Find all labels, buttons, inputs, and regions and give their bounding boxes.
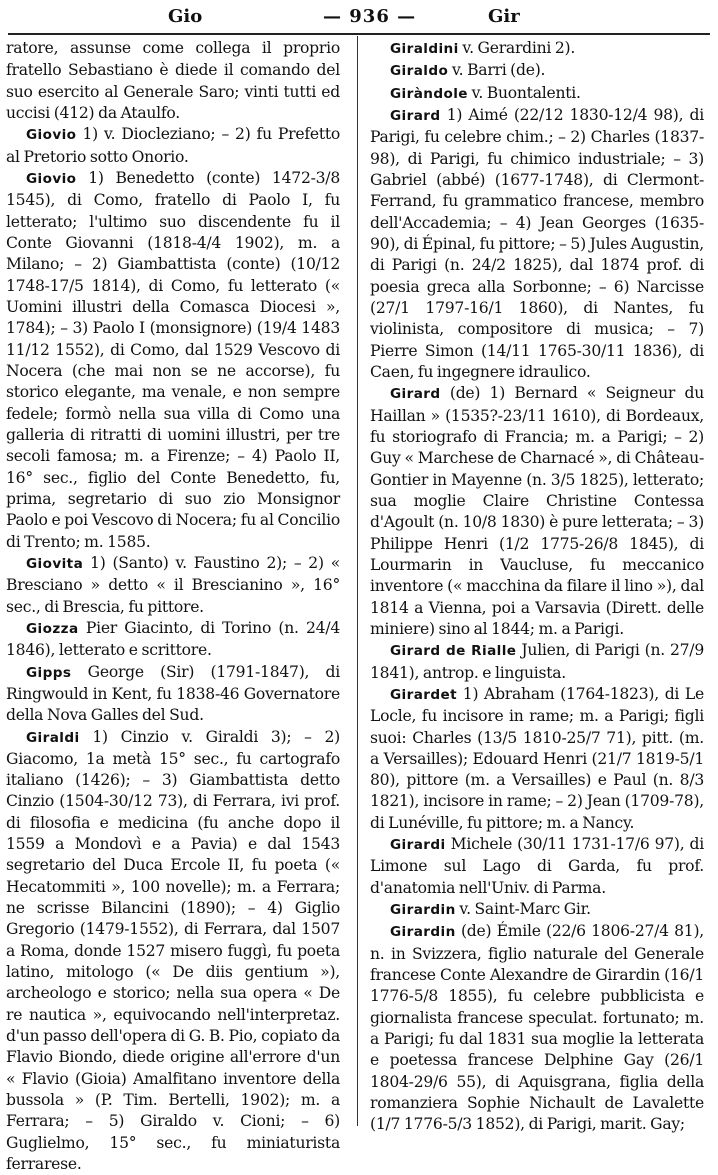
entry	[6, 38, 340, 124]
header-left-guide-word: Gio	[168, 6, 202, 27]
entry-text: 1) (Santo) v. Faustino 2); – 2) « Bresciano » detto « il Brescianino », 16° sec., di Brescia, fu pittore.	[6, 554, 340, 616]
page-header	[0, 4, 718, 34]
right-column	[370, 38, 704, 1136]
entry-headword: Girard	[390, 108, 441, 124]
entry-text: 1) Abraham (1764-1823), di Le Locle, fu incisore in rame; m. a Parigi; figli suoi: Charles (13/5 1810-25/7 71), pitt. (m. a Versailles); Edouard Henri (21/7 1819-5/1 80), pittore (m. a Versailles) e Paul (n. 8/3 1821), incisore in rame; – 2) Jean (1709-78), di Lunéville, fu pittore; m. a Nancy.	[370, 685, 704, 832]
entry-headword: Giraldi	[26, 730, 80, 746]
entry-text: Michele (30/11 1731-17/6 97), di Limone sul Lago di Garda, fu prof. d'anatomia nell'Univ. di Parma.	[370, 835, 704, 897]
entry-headword: Girardi	[390, 837, 446, 853]
entry	[370, 684, 704, 834]
entry	[370, 38, 704, 60]
entry	[6, 662, 340, 727]
entry-text: 1) Aimé (22/12 1830-12/4 98), di Parigi, fu celebre chim.; – 2) Charles (1837-98), di Parigi, fu chimico industriale; – 3) Gabriel (abbé) (1677-1748), di Clermont-Ferrand, fu grammatico francese, membro dell'Accademia; – 4) Jean Georges (1635-90), di Épinal, fu pittore; – 5) Jules Augustin, di Parigi (n. 24/2 1825), dal 1874 prof. di poesia greca alla Sorbonne; – 6) Narcisse (27/1 1797-16/1 1860), di Nantes, fu violinista, compositore di musica; – 7) Pierre Simon (14/11 1765-30/11 1836), di Caen, fu ingegnere idraulico.	[370, 106, 704, 381]
entry-headword: Girardin	[390, 902, 456, 918]
left-column	[6, 38, 340, 1175]
entry-text: (de) Émile (22/6 1806-27/4 81), n. in Svizzera, figlio naturale del Generale francese Conte Alexandre de Girardin (16/1 1776-5/8 1855), fu celebre pubblicista e giornalista francese speculat. fortunato; m. a Parigi; fu dal 1831 sua moglie la letterata e poetessa francese Delphine Gay (26/1 1804-29/6 55), di Aquisgrana, figlia della romanziera Sophie Nichault de Lavalette (1/7 1776-5/3 1852), di Parigi, marit. Gay;	[370, 922, 704, 1133]
entry-headword: Girard de Rialle	[390, 643, 516, 659]
entry-headword: Giraldini	[390, 41, 459, 57]
entry	[370, 921, 704, 1135]
entry-headword: Giovita	[26, 556, 83, 572]
entry-headword: Gipps	[26, 665, 71, 681]
entry	[370, 383, 704, 640]
column-divider	[357, 36, 358, 1126]
entry	[6, 168, 340, 553]
header-right-guide-word: Gir	[488, 6, 520, 27]
entry-text: 1) v. Diocleziano; – 2) fu Prefetto al Pretorio sotto Onorio.	[6, 125, 340, 165]
entry-headword: Girardin	[390, 924, 456, 940]
entry-headword: Giovio	[26, 127, 76, 143]
entry-text: Pier Giacinto, di Torino (n. 24/4 1846), letterato e scrittore.	[6, 619, 340, 659]
entry	[6, 618, 340, 662]
entry-text: George (Sir) (1791-1847), di Ringwould in Kent, fu 1838-46 Governatore della Nova Galles del Sud.	[6, 663, 340, 725]
entry-text: v. Buontalenti.	[468, 84, 581, 102]
entry	[370, 105, 704, 383]
entry-text: v. Saint-Marc Gir.	[456, 900, 591, 918]
entry-text: ratore, assunse come collega il proprio fratello Sebastiano è diede il comando del suo esercito al Generale Saro; vinti tutti ed uccisi (412) da Ataulfo.	[6, 39, 340, 122]
entry	[370, 640, 704, 684]
entry-headword: Giovio	[26, 171, 76, 187]
entry	[370, 83, 704, 105]
entry	[370, 899, 704, 921]
entry-headword: Giraldo	[390, 63, 448, 79]
entry-headword: Giràndole	[390, 86, 468, 102]
entry-headword: Girard	[390, 386, 441, 402]
entry	[370, 60, 704, 82]
entry-headword: Girardet	[390, 687, 457, 703]
entry-text: v. Barri (de).	[448, 61, 545, 79]
entry	[6, 727, 340, 1175]
entry	[6, 553, 340, 618]
entry-text: 1) Benedetto (conte) 1472-3/8 1545), di Como, fratello di Paolo I, fu letterato; l'ultimo suo discendente fu il Conte Giovanni (1818-4/4 1902), m. a Milano; – 2) Giambattista (conte) (10/12 1748-17/5 1814), di Como, fu letterato (« Uomini illustri della Comasca Diocesi », 1784); – 3) Paolo I (monsignore) (19/4 1483 11/12 1552), di Como, dal 1529 Vescovo di Nocera (che mai non se ne accorse), fu storico elegante, ma venale, e non sempre fedele; formò nella sua villa di Como una galleria di ritratti di uomini illustri, per tre secoli famosa; m. a Firenze; – 4) Paolo II, 16° sec., figlio del Conte Benedetto, fu, prima, segretario di suo zio Monsignor Paolo e poi Vescovo di Nocera; fu al Concilio di Trento; m. 1585.	[6, 169, 340, 551]
entry-text: Julien, di Parigi (n. 27/9 1841), antrop. e linguista.	[370, 641, 704, 681]
entry	[370, 834, 704, 899]
page-number: — 936 —	[323, 6, 416, 27]
header-rule	[8, 33, 710, 35]
entry-text: 1) Cinzio v. Giraldi 3); – 2) Giacomo, 1a metà 15° sec., fu cartografo italiano (1426); – 3) Giambattista detto Cinzio (1504-30/12 73), di Ferrara, ivi prof. di filosofia e medicina (fu anche dopo il 1559 a Mondovì e a Pavia) e dal 1543 segretario del Duca Ercole II, fu poeta (« Hecatommiti », 100 novelle); m. a Ferrara; ne scrisse Bilancini (1890); – 4) Giglio Gregorio (1479-1552), di Ferrara, dal 1507 a Roma, donde 1527 misero fuggì, fu poeta latino, mitologo (« De diis gentium »), archeologo e storico; nella sua opera « De re nautica », equivocando nell'interpretaz. d'un passo dell'opera di G. B. Pio, copiato da Flavio Biondo, diede origine all'errore d'un « Flavio (Gioia) Amalfitano inventore della bussola » (P. Tim. Bertelli, 1902); m. a Ferrara; – 5) Giraldo v. Cioni; – 6) Guglielmo, 15° sec., fu miniaturista ferrarese.	[6, 728, 340, 1174]
entry-text: (de) 1) Bernard « Seigneur du Haillan » (1535?-23/11 1610), di Bordeaux, fu storiografo di Francia; m. a Parigi; – 2) Guy « Marchese de Charnacé », di Château-Gontier in Mayenne (n. 3/5 1825), letterato; sua moglie Claire Christine Contessa d'Agoult (n. 10/8 1830) è pure letterata; – 3) Philippe Henri (1/2 1775-26/8 1845), di Lourmarin in Vaucluse, fu meccanico inventore (« macchina da filare il lino »), dal 1814 a Vienna, poi a Varsavia (Dirett. delle miniere) sino al 1844; m. a Parigi.	[370, 384, 704, 638]
entry-text: v. Gerardini 2).	[459, 39, 575, 57]
entry	[6, 124, 340, 168]
entry-headword: Giozza	[26, 621, 79, 637]
